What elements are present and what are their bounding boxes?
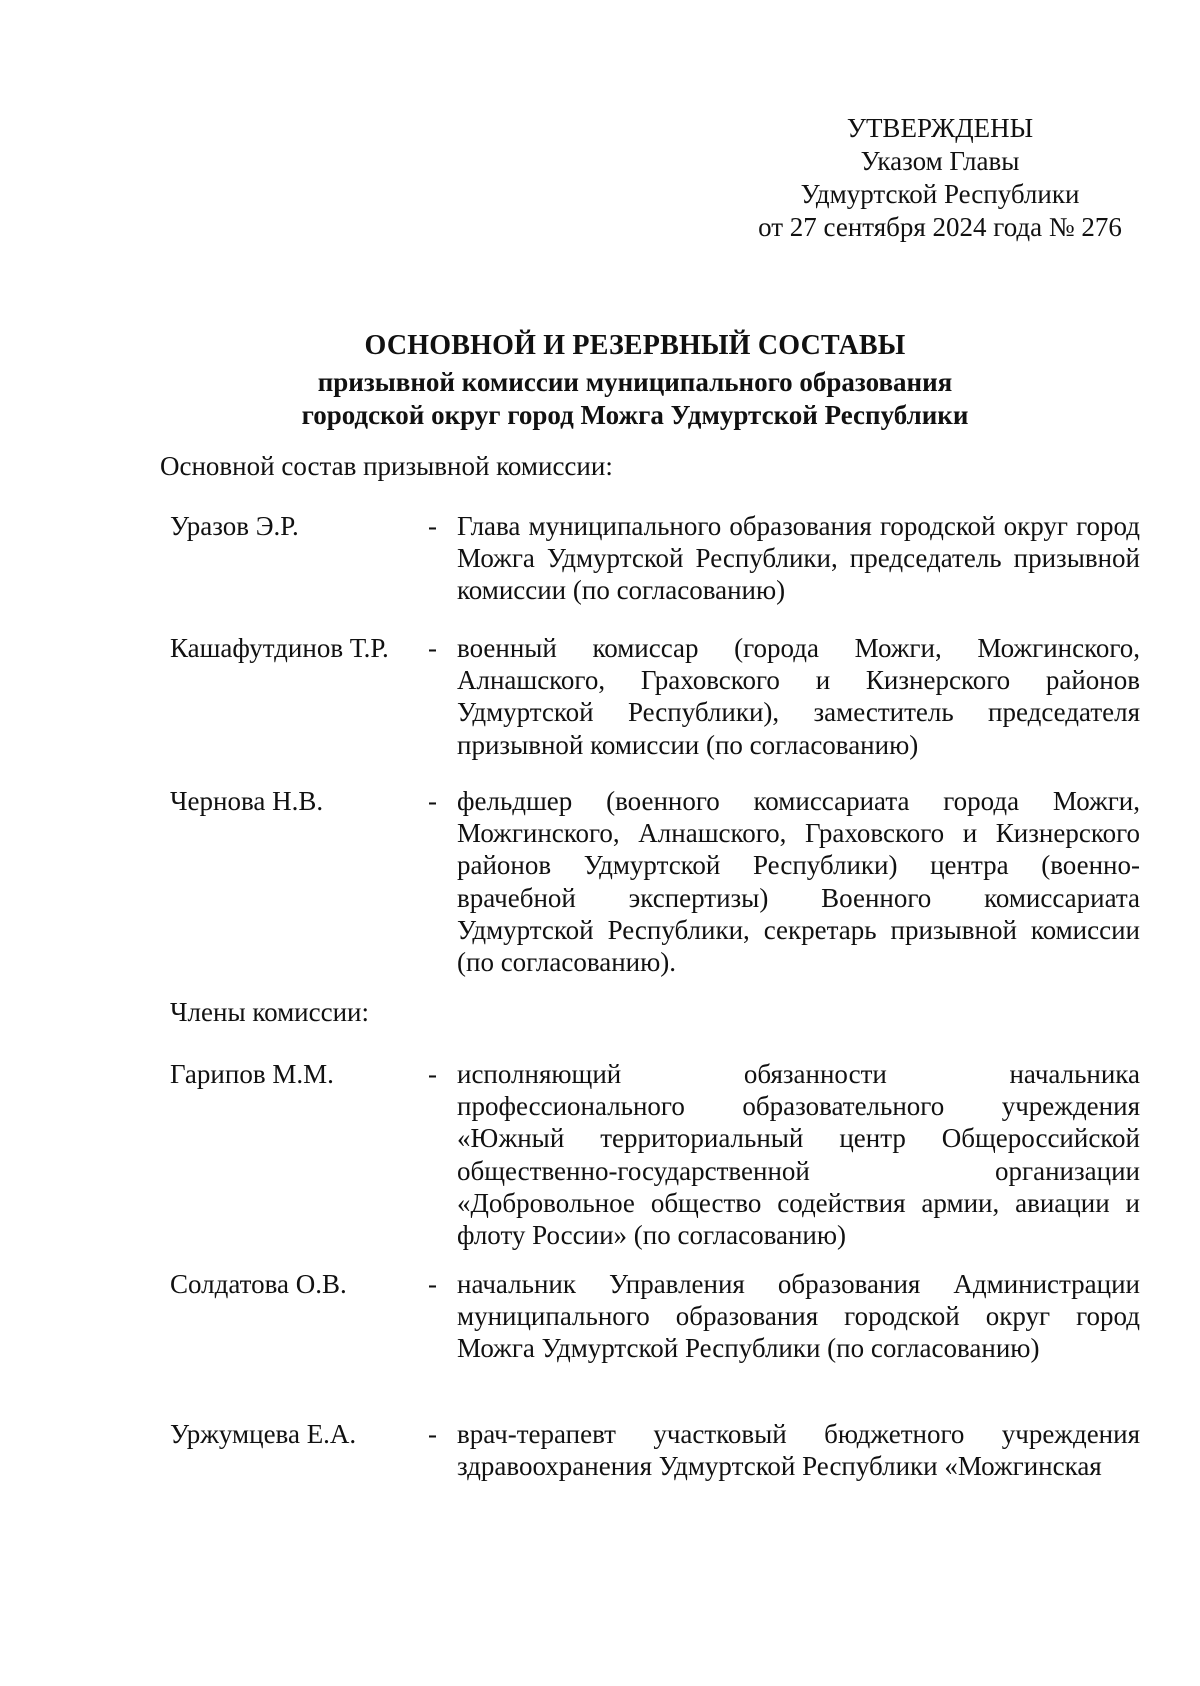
approval-line-republic: Удмуртской Республики <box>800 179 1080 209</box>
member-description: исполняющий обязанности начальника профессионального образовательного учреждения «Южный территориальный центр Общероссийской общественно-государственной организации «Добровольное общество содействия армии, авиации и флоту России» (по согласованию) <box>457 1059 1140 1251</box>
approval-stamp <box>740 112 1140 244</box>
member-description: Глава муниципального образования городской округ город Можга Удмуртской Республики, председатель призывной комиссии (по согласованию) <box>457 511 1140 606</box>
member-description: фельдшер (военного комиссариата города Можги, Можгинского, Алнашского, Граховского и Кизнерского районов Удмуртской Республики) центра (военно-врачебной экспертизы) Военного комиссариата Удмуртской Республики, секретарь призывной комиссии (по согласованию). <box>457 786 1140 978</box>
member-description: военный комиссар (города Можги, Можгинского, Алнашского, Граховского и Кизнерского районов Удмуртской Республики), заместитель председателя призывной комиссии (по согласованию) <box>457 633 1140 760</box>
title-subtitle-line-1: призывной комиссии муниципального образования <box>317 367 953 397</box>
member-description: начальник Управления образования Администрации муниципального образования городской округ город Можга Удмуртской Республики (по согласованию) <box>457 1269 1140 1364</box>
member-dash: - <box>428 1269 437 1299</box>
title-main: ОСНОВНОЙ И РЕЗЕРВНЫЙ СОСТАВЫ <box>364 330 906 361</box>
member-name: Уржумцева Е.А. <box>170 1419 357 1449</box>
member-dash: - <box>428 1059 437 1089</box>
member-name: Солдатова О.В. <box>170 1269 347 1299</box>
document-title <box>160 326 1110 432</box>
members-heading: Члены комиссии: <box>170 997 369 1027</box>
member-description: врач-терапевт участковый бюджетного учреждения здравоохранения Удмуртской Республики «Можгинская <box>457 1419 1140 1482</box>
member-name: Кашафутдинов Т.Р. <box>170 633 389 663</box>
approval-line-date-number: от 27 сентября 2024 года № 276 <box>758 212 1122 242</box>
title-subtitle-line-2: городской округ город Можга Удмуртской Республики <box>301 400 969 430</box>
member-name: Уразов Э.Р. <box>170 511 299 541</box>
member-dash: - <box>428 786 437 816</box>
member-name: Чернова Н.В. <box>170 786 324 816</box>
main-composition-heading: Основной состав призывной комиссии: <box>160 451 613 481</box>
approval-line-approved: УТВЕРЖДЕНЫ <box>846 113 1034 143</box>
approval-line-decree: Указом Главы <box>860 146 1020 176</box>
member-dash: - <box>428 633 437 663</box>
member-dash: - <box>428 511 437 541</box>
member-dash: - <box>428 1419 437 1449</box>
member-name: Гарипов М.М. <box>170 1059 334 1089</box>
